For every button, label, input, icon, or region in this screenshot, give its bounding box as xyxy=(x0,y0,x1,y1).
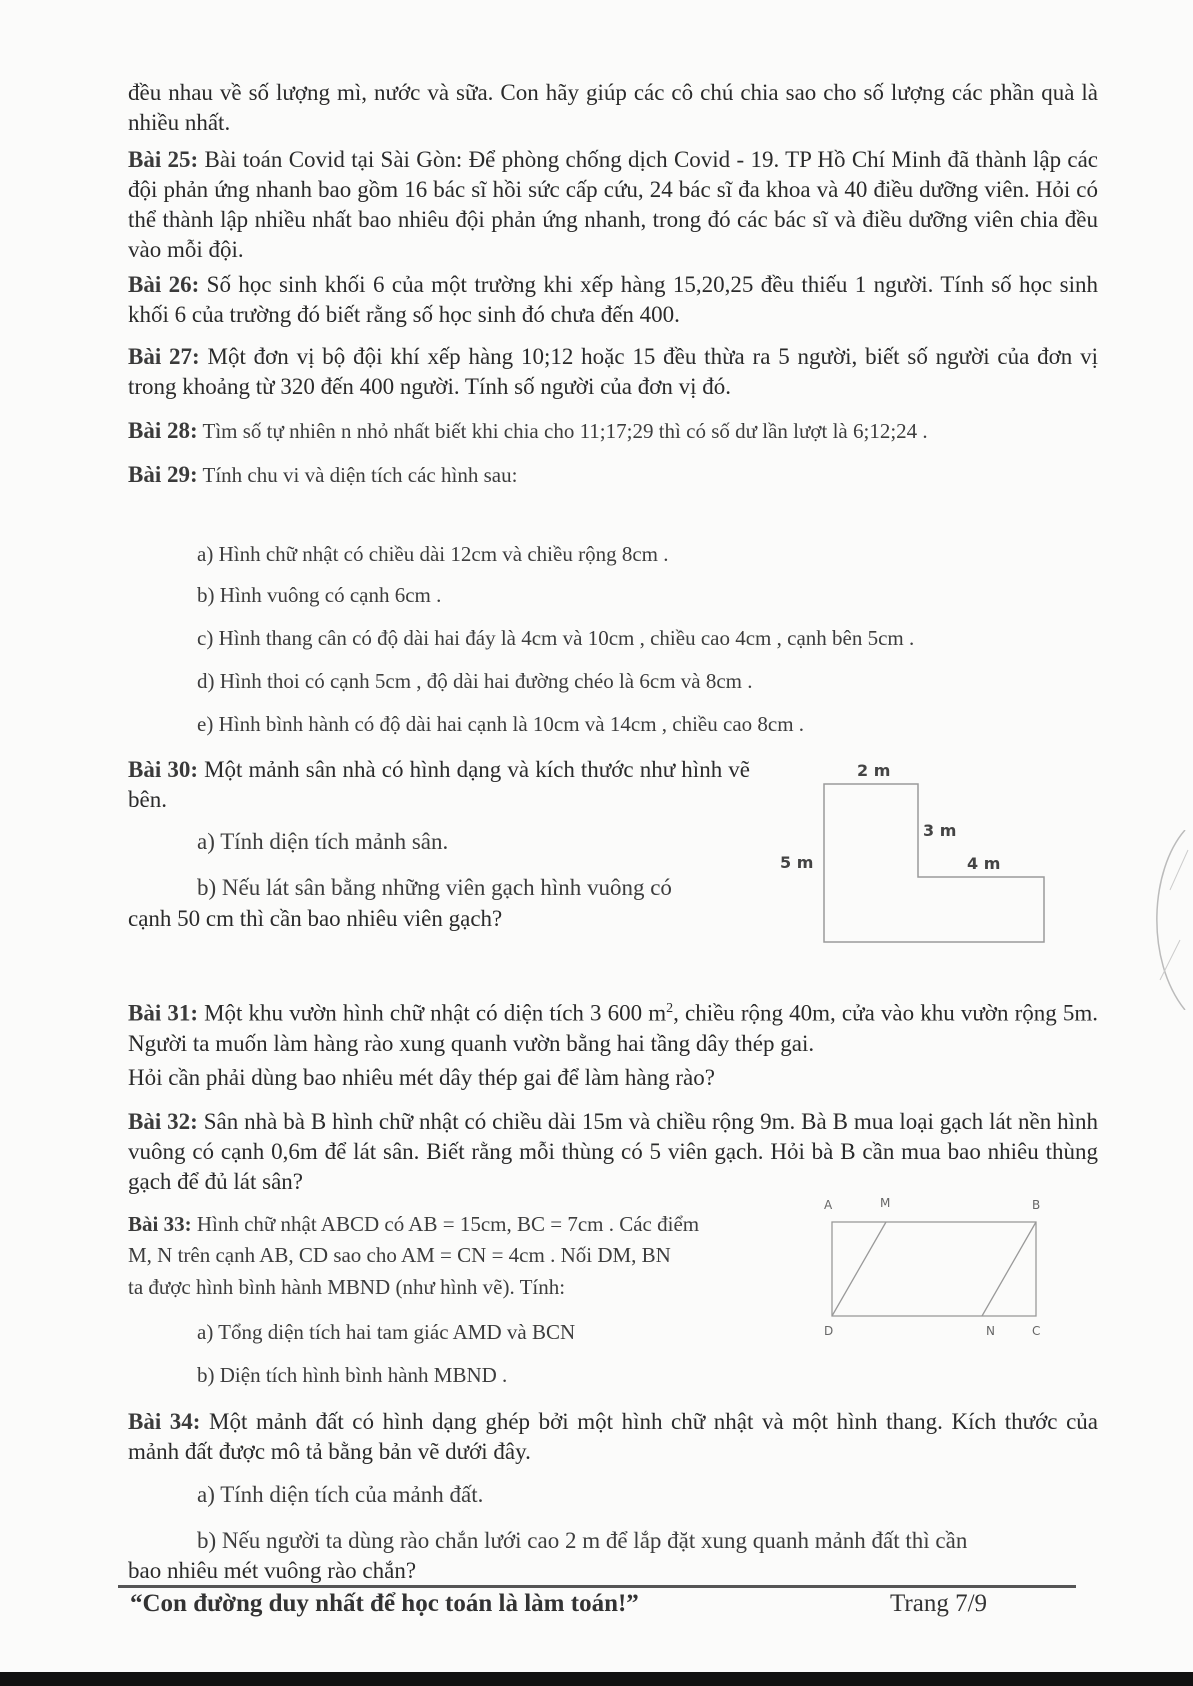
problem-34: Bài 34: Một mảnh đất có hình dạng ghép bởi một hình chữ nhật và một hình thang. Kích thước của mảnh đất được mô tả bằng bản vẽ dưới đây. xyxy=(128,1409,1098,1464)
l-shape-figure xyxy=(780,756,1060,946)
problem-31-question: Hỏi cần phải dùng bao nhiêu mét dây thép gai để làm hàng rào? xyxy=(128,1065,715,1090)
problem-33-line3: ta được hình bình hành MBND (như hình vẽ). Tính: xyxy=(128,1275,566,1299)
scan-edge-band xyxy=(0,1672,1193,1686)
problem-33-part-a: a) Tổng diện tích hai tam giác AMD và BCN xyxy=(197,1320,576,1344)
intro-paragraph: đều nhau về số lượng mì, nước và sữa. Con hãy giúp các cô chú chia sao cho số lượng các phần quà là nhiều nhất. xyxy=(128,80,1098,135)
problem-34-part-b-cont: bao nhiêu mét vuông rào chắn? xyxy=(128,1558,417,1583)
rectangle-abcd xyxy=(832,1222,1036,1316)
right-dimension-label: 4 m xyxy=(967,854,1001,873)
middle-dimension-label: 3 m xyxy=(923,821,957,840)
problem-34-part-a: a) Tính diện tích của mảnh đất. xyxy=(197,1482,484,1507)
problem-label: Bài 31: xyxy=(128,1000,198,1026)
problem-29: Bài 29: Tính chu vi và diện tích các hình sau: xyxy=(128,462,518,487)
problem-25: Bài 25: Bài toán Covid tại Sài Gòn: Để phòng chống dịch Covid - 19. TP Hồ Chí Minh đã thành lập các đội phản ứng nhanh bao gồm 16 bác sĩ hồi sức cấp cứu, 24 bác sĩ đa khoa và 40 điều dưỡng viên. Hỏi có thể thành lập nhiều nhất bao nhiêu đội phản ứng nhanh, trong đó các bác sĩ và điều dưỡng viên chia đều vào mỗi đội. xyxy=(128,147,1099,262)
problem-26: Bài 26: Số học sinh khối 6 của một trường khi xếp hàng 15,20,25 đều thiếu 1 người. Tính số học sinh khối 6 của trường đó biết rằng số học sinh đó chưa đến 400. xyxy=(128,272,1098,327)
problem-label: Bài 28: xyxy=(128,418,198,443)
problem-30: Bài 30: Một mảnh sân nhà có hình dạng và kích thước như hình vẽ bên. xyxy=(128,757,751,812)
problem-27: Bài 27: Một đơn vị bộ đội khí xếp hàng 10;12 hoặc 15 đều thừa ra 5 người, biết số người của đơn vị trong khoảng từ 320 đến 400 người. Tính số người của đơn vị đó. xyxy=(128,344,1098,399)
top-dimension-label: 2 m xyxy=(857,761,891,780)
problem-label: Bài 30: xyxy=(128,757,198,782)
problem-label: Bài 26: xyxy=(128,272,200,297)
problem-33-line2: M, N trên cạnh AB, CD sao cho AM = CN = 4cm . Nối DM, BN xyxy=(128,1243,671,1267)
problem-29-item-b: b) Hình vuông có cạnh 6cm . xyxy=(197,583,442,607)
problem-29-item-d: d) Hình thoi có cạnh 5cm , độ dài hai đường chéo là 6cm và 8cm . xyxy=(197,669,753,693)
problem-29-item-e: e) Hình bình hành có độ dài hai cạnh là 10cm và 14cm , chiều cao 8cm . xyxy=(197,712,805,736)
point-b-label: B xyxy=(1032,1198,1041,1212)
problem-33: Bài 33: Hình chữ nhật ABCD có AB = 15cm, BC = 7cm . Các điểm xyxy=(128,1212,700,1236)
problem-label: Bài 34: xyxy=(128,1409,201,1434)
problem-30-part-a: a) Tính diện tích mảnh sân. xyxy=(197,829,449,854)
point-m-label: M xyxy=(880,1196,891,1210)
segment-dm xyxy=(832,1222,886,1316)
footer-divider xyxy=(118,1585,1076,1588)
problem-30-part-b-cont: cạnh 50 cm thì cần bao nhiêu viên gạch? xyxy=(128,906,503,931)
parallelogram-figure xyxy=(818,1195,1044,1340)
partial-stamp xyxy=(1140,830,1190,1010)
problem-label: Bài 32: xyxy=(128,1109,198,1134)
l-shape-outline xyxy=(824,784,1044,942)
segment-bn xyxy=(982,1222,1036,1316)
problem-label: Bài 29: xyxy=(128,462,198,487)
problem-31: Bài 31: Một khu vườn hình chữ nhật có diện tích 3 600 $m^2$, chiều rộng 40m, cửa vào khu vườn rộng 5m. Người ta muốn làm hàng rào xung quanh vườn bằng hai tầng dây thép gai. xyxy=(128,1000,1098,1056)
point-d-label: D xyxy=(824,1324,834,1338)
problem-33-part-b: b) Diện tích hình bình hành MBND . xyxy=(197,1363,508,1387)
point-n-label: N xyxy=(986,1324,995,1338)
footer-quote: “Con đường duy nhất để học toán là làm toán!” xyxy=(130,1590,639,1617)
left-dimension-label: 5 m xyxy=(780,853,814,872)
problem-29-item-c: c) Hình thang cân có độ dài hai đáy là 4cm và 10cm , chiều cao 4cm , cạnh bên 5cm . xyxy=(197,626,915,650)
problem-32: Bài 32: Sân nhà bà B hình chữ nhật có chiều dài 15m và chiều rộng 9m. Bà B mua loại gạch lát nền hình vuông có cạnh 0,6m để lát sân. Biết rằng mỗi thùng có 5 viên gạch. Hỏi bà B cần mua bao nhiêu thùng gạch để đủ lát sân? xyxy=(128,1109,1098,1194)
problem-label: Bài 25: xyxy=(128,147,199,172)
problem-30-part-b: b) Nếu lát sân bằng những viên gạch hình vuông có xyxy=(197,875,672,900)
problem-29-item-a: a) Hình chữ nhật có chiều dài 12cm và chiều rộng 8cm . xyxy=(197,542,669,566)
problem-34-part-b: b) Nếu người ta dùng rào chắn lưới cao 2 m để lắp đặt xung quanh mảnh đất thì cần xyxy=(197,1528,968,1553)
point-c-label: C xyxy=(1032,1324,1041,1338)
page-number: Trang 7/9 xyxy=(890,1590,988,1617)
problem-label: Bài 33: xyxy=(128,1212,192,1236)
problem-28: Bài 28: Tìm số tự nhiên n nhỏ nhất biết khi chia cho 11;17;29 thì có số dư lần lượt là 6;12;24 . xyxy=(128,418,928,443)
problem-label: Bài 27: xyxy=(128,344,200,369)
point-a-label: A xyxy=(824,1198,833,1212)
